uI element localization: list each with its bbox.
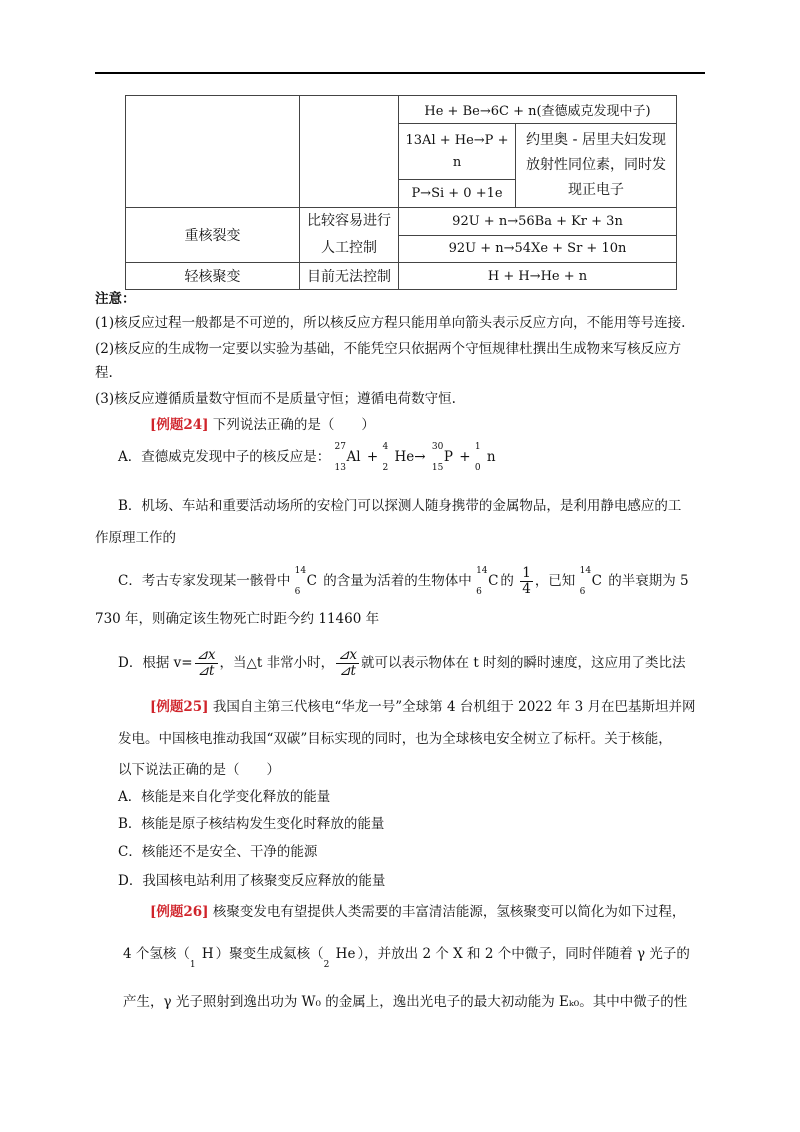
ex24-option-a: A．查德威克发现中子的核反应是： 27 13 Al + 4 2 He→ 30 15 P + 1 0 n — [118, 442, 496, 473]
fusion-desc-cell: 目前无法控制 — [300, 263, 399, 290]
ex25-option-c: C．核能还不是安全、干净的能源 — [118, 844, 318, 860]
ex24-option-b-line2: 作原理工作的 — [95, 530, 176, 546]
ex25-option-a: A．核能是来自化学变化释放的能量 — [118, 789, 331, 805]
ex24-option-d: D．根据 v= $\frac{⊿x}{⊿t}$ ，当△t 非常小时， $\frac{⊿x}{⊿t}$ 就可以表示物体在 t 时刻的瞬时速度，这应用了类比法 — [118, 647, 686, 679]
note-2-line1: (2)核反应的生成物一定要以实验为基础，不能凭空只依据两个守恒规律杜撰出生成物来写核反应方 — [95, 341, 682, 357]
table-empty-cell — [126, 96, 300, 208]
example-26-line1: [例题26] 核聚变发电有望提供人类需要的丰富清洁能源，氢核聚变可以简化为如下过程， — [150, 904, 686, 920]
nuclear-reaction-table — [125, 95, 677, 290]
fusion-eq-cell: H + H→He + n — [399, 263, 677, 290]
fission-label-cell: 重核裂变 — [126, 208, 300, 263]
fission-eq1-cell: 92U + n→56Ba + Kr + 3n — [399, 208, 677, 236]
n-nuclide: 1 0 n — [474, 442, 496, 473]
he4-nuclide: 2 He — [323, 946, 356, 970]
example-26-line2: 4 个氢核（ 1 H ）聚变生成氦核（ 2 He ），并放出 2 个 X 和 2 个中微子，同时伴随着 γ 光子的 — [123, 946, 690, 970]
c14-nuclide: 14 6 C — [294, 566, 317, 597]
example-25-line2: 发电。中国核电推动我国“双碳”目标实现的同时，也为全球核电安全树立了标杆。关于核能， — [118, 731, 672, 747]
example-24-stem: [例题24] 下列说法正确的是（ ） — [150, 417, 375, 433]
ex25-option-d: D．我国核电站利用了核聚变反应释放的能量 — [118, 873, 386, 889]
chadwick-reaction-cell: He + Be→6C + n(查德威克发现中子) — [399, 96, 677, 124]
al-reaction-cell: 13Al + He→P + n — [399, 124, 516, 180]
note-1: (1)核反应过程一般都是不可逆的，所以核反应方程只能用单向箭头表示反应方向，不能用等号连接. — [95, 315, 686, 331]
note-3: (3)核反应遵循质量数守恒而不是质量守恒；遵循电荷数守恒. — [95, 391, 456, 407]
velocity-fraction-2: $\frac{⊿x}{⊿t}$ — [338, 647, 358, 679]
ex24-option-b-line1: B．机场、车站和重要活动场所的安检门可以探测人随身携带的金属物品，是利用静电感应的工 — [118, 498, 682, 514]
h-nuclide: 1 H — [189, 946, 214, 970]
fission-eq2-cell: 92U + n→54Xe + Sr + 10n — [399, 235, 677, 263]
table-empty-cell — [300, 96, 399, 208]
example-25-line1: [例题25] 我国自主第三代核电“华龙一号”全球第 4 台机组于 2022 年 3 月在巴基斯坦并网 — [150, 699, 696, 715]
p-nuclide: 30 15 P — [431, 442, 453, 473]
al-nuclide: 27 13 Al — [334, 442, 361, 473]
velocity-fraction: $\frac{⊿x}{⊿t}$ — [196, 647, 216, 679]
header-rule — [95, 72, 705, 74]
fusion-label-cell: 轻核聚变 — [126, 263, 300, 290]
example-25-line3: 以下说法正确的是（ ） — [118, 762, 280, 778]
joliot-curie-cell: 约里奥 - 居里夫妇发现 放射性同位素，同时发 现正电子 — [516, 124, 677, 208]
note-2-line2: 程. — [95, 365, 113, 381]
c14-nuclide: 14 6 C — [476, 566, 499, 597]
ex24-option-c: C．考古专家发现某一骸骨中 14 6 C 的含量为活着的生物体中 14 6 C 的 $\frac{1}{4}$ ，已知 14 6 C 的半衰期为 5 — [118, 565, 689, 597]
example-25-tag: [例题25] — [150, 699, 209, 715]
ex24-option-c-line2: 730 年，则确定该生物死亡时距今约 11460 年 — [95, 611, 380, 627]
one-quarter-fraction: $\frac{1}{4}$ — [522, 565, 531, 597]
ex25-option-b: B．核能是原子核结构发生变化时释放的能量 — [118, 816, 385, 832]
example-26-line3: 产生，γ 光子照射到逸出功为 W₀ 的金属上，逸出光电子的最大初动能为 Eₖ₀。其中中微子的性 — [123, 994, 688, 1010]
c14-nuclide: 14 6 C — [579, 566, 602, 597]
example-24-tag: [例题24] — [150, 417, 209, 433]
notes-title: 注意： — [95, 291, 136, 307]
p-decay-cell: P→Si + 0 +1e — [399, 180, 516, 208]
example-26-tag: [例题26] — [150, 904, 209, 920]
he-nuclide: 4 2 He→ — [382, 442, 426, 473]
fission-desc-cell: 比较容易进行 人工控制 — [300, 208, 399, 263]
